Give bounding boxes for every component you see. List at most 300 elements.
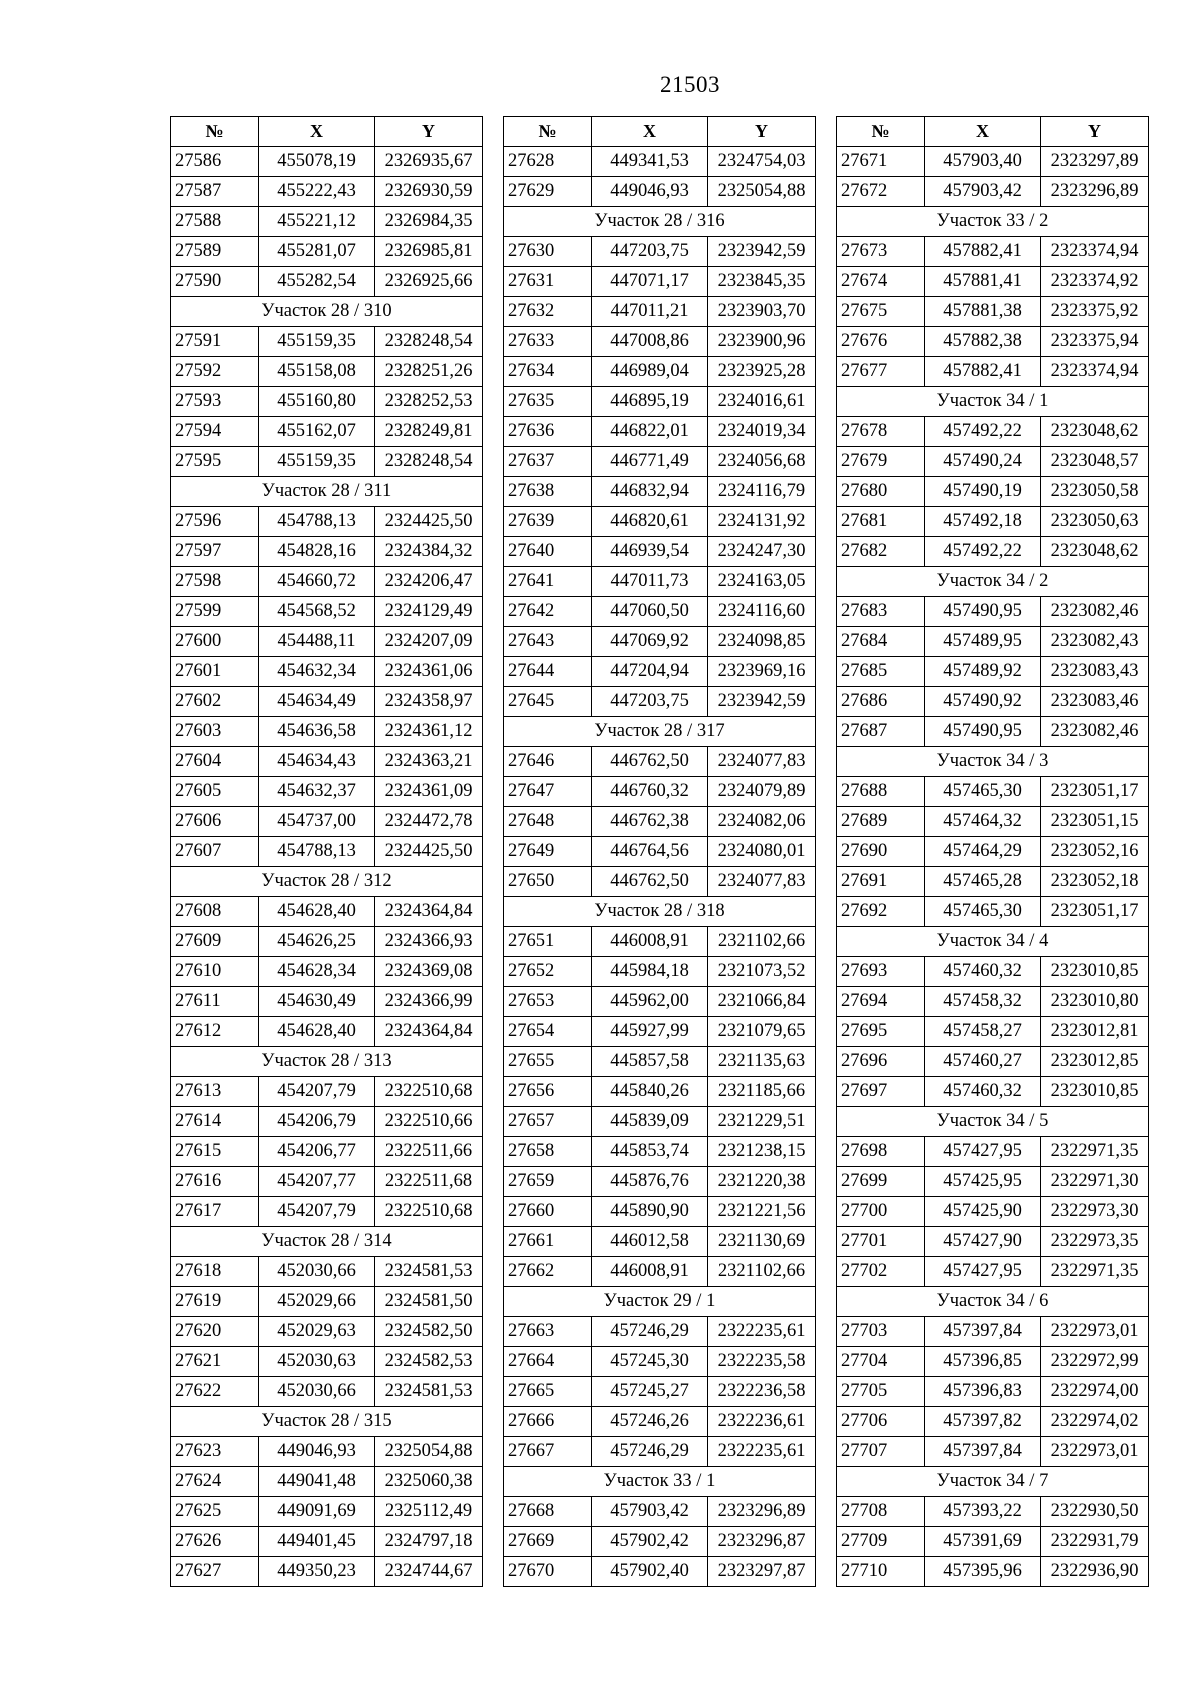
table-row bbox=[837, 687, 1149, 717]
table-row bbox=[171, 387, 483, 417]
y-coordinate: 2323010,85 bbox=[1041, 957, 1149, 987]
coordinate-table-2 bbox=[503, 116, 815, 1587]
table-row bbox=[504, 1557, 816, 1587]
table-row bbox=[504, 447, 816, 477]
table-row bbox=[837, 297, 1149, 327]
section-row bbox=[171, 1047, 483, 1077]
point-number: 27611 bbox=[171, 987, 259, 1017]
x-coordinate: 457397,84 bbox=[925, 1437, 1041, 1467]
x-coordinate: 457465,28 bbox=[925, 867, 1041, 897]
table-row bbox=[504, 357, 816, 387]
y-coordinate: 2322236,61 bbox=[708, 1407, 816, 1437]
y-coordinate: 2324116,60 bbox=[708, 597, 816, 627]
table-row bbox=[171, 537, 483, 567]
table-row bbox=[837, 1317, 1149, 1347]
x-coordinate: 457393,22 bbox=[925, 1497, 1041, 1527]
y-coordinate: 2323296,87 bbox=[708, 1527, 816, 1557]
y-coordinate: 2324056,68 bbox=[708, 447, 816, 477]
point-number: 27655 bbox=[504, 1047, 592, 1077]
table-row bbox=[171, 657, 483, 687]
y-header: Y bbox=[375, 117, 483, 147]
x-coordinate: 446762,38 bbox=[592, 807, 708, 837]
table-row bbox=[171, 207, 483, 237]
point-number: 27681 bbox=[837, 507, 925, 537]
x-coordinate: 457882,41 bbox=[925, 237, 1041, 267]
y-coordinate: 2324358,97 bbox=[375, 687, 483, 717]
table-row bbox=[837, 1257, 1149, 1287]
table-row bbox=[504, 957, 816, 987]
table-row bbox=[171, 1017, 483, 1047]
y-coordinate: 2323082,43 bbox=[1041, 627, 1149, 657]
point-number: 27633 bbox=[504, 327, 592, 357]
point-number: 27657 bbox=[504, 1107, 592, 1137]
y-coordinate: 2321073,52 bbox=[708, 957, 816, 987]
y-coordinate: 2323051,17 bbox=[1041, 897, 1149, 927]
y-coordinate: 2322510,68 bbox=[375, 1197, 483, 1227]
y-coordinate: 2324116,79 bbox=[708, 477, 816, 507]
number-header: № bbox=[837, 117, 925, 147]
x-coordinate: 454626,25 bbox=[259, 927, 375, 957]
point-number: 27601 bbox=[171, 657, 259, 687]
table-row bbox=[171, 927, 483, 957]
table-row bbox=[504, 237, 816, 267]
point-number: 27647 bbox=[504, 777, 592, 807]
section-row bbox=[504, 1287, 816, 1317]
section-title: Участок 28 / 310 bbox=[171, 297, 483, 327]
point-number: 27591 bbox=[171, 327, 259, 357]
x-coordinate: 457490,95 bbox=[925, 717, 1041, 747]
point-number: 27640 bbox=[504, 537, 592, 567]
point-number: 27598 bbox=[171, 567, 259, 597]
y-coordinate: 2322971,35 bbox=[1041, 1137, 1149, 1167]
x-coordinate: 454628,40 bbox=[259, 897, 375, 927]
point-number: 27702 bbox=[837, 1257, 925, 1287]
y-coordinate: 2323083,43 bbox=[1041, 657, 1149, 687]
table-row bbox=[504, 1197, 816, 1227]
y-coordinate: 2322974,00 bbox=[1041, 1377, 1149, 1407]
y-coordinate: 2324019,34 bbox=[708, 417, 816, 447]
x-coordinate: 454788,13 bbox=[259, 507, 375, 537]
section-row bbox=[837, 1287, 1149, 1317]
y-header: Y bbox=[1041, 117, 1149, 147]
x-coordinate: 446939,54 bbox=[592, 537, 708, 567]
table-row bbox=[837, 1137, 1149, 1167]
x-coordinate: 449350,23 bbox=[259, 1557, 375, 1587]
x-coordinate: 445984,18 bbox=[592, 957, 708, 987]
x-coordinate: 446989,04 bbox=[592, 357, 708, 387]
point-number: 27675 bbox=[837, 297, 925, 327]
y-coordinate: 2323050,63 bbox=[1041, 507, 1149, 537]
point-number: 27596 bbox=[171, 507, 259, 537]
point-number: 27673 bbox=[837, 237, 925, 267]
x-coordinate: 457245,27 bbox=[592, 1377, 708, 1407]
section-title: Участок 34 / 7 bbox=[837, 1467, 1149, 1497]
table-row bbox=[171, 717, 483, 747]
table-row bbox=[837, 327, 1149, 357]
table-row bbox=[837, 807, 1149, 837]
point-number: 27650 bbox=[504, 867, 592, 897]
point-number: 27615 bbox=[171, 1137, 259, 1167]
y-coordinate: 2321079,65 bbox=[708, 1017, 816, 1047]
point-number: 27706 bbox=[837, 1407, 925, 1437]
point-number: 27586 bbox=[171, 147, 259, 177]
point-number: 27626 bbox=[171, 1527, 259, 1557]
y-coordinate: 2328248,54 bbox=[375, 447, 483, 477]
table-row bbox=[171, 687, 483, 717]
table-row bbox=[837, 597, 1149, 627]
section-title: Участок 33 / 2 bbox=[837, 207, 1149, 237]
y-coordinate: 2326985,81 bbox=[375, 237, 483, 267]
point-number: 27705 bbox=[837, 1377, 925, 1407]
x-coordinate: 454207,77 bbox=[259, 1167, 375, 1197]
x-coordinate: 457427,95 bbox=[925, 1257, 1041, 1287]
section-row bbox=[837, 1467, 1149, 1497]
section-title: Участок 28 / 313 bbox=[171, 1047, 483, 1077]
table-row bbox=[171, 147, 483, 177]
table-row bbox=[837, 867, 1149, 897]
point-number: 27587 bbox=[171, 177, 259, 207]
point-number: 27635 bbox=[504, 387, 592, 417]
y-coordinate: 2323048,62 bbox=[1041, 417, 1149, 447]
y-coordinate: 2324581,50 bbox=[375, 1287, 483, 1317]
table-row bbox=[171, 627, 483, 657]
point-number: 27696 bbox=[837, 1047, 925, 1077]
table-row bbox=[171, 777, 483, 807]
point-number: 27651 bbox=[504, 927, 592, 957]
x-coordinate: 447204,94 bbox=[592, 657, 708, 687]
x-coordinate: 455162,07 bbox=[259, 417, 375, 447]
x-coordinate: 449091,69 bbox=[259, 1497, 375, 1527]
x-coordinate: 446760,32 bbox=[592, 777, 708, 807]
point-number: 27620 bbox=[171, 1317, 259, 1347]
point-number: 27603 bbox=[171, 717, 259, 747]
point-number: 27646 bbox=[504, 747, 592, 777]
point-number: 27659 bbox=[504, 1167, 592, 1197]
x-coordinate: 457465,30 bbox=[925, 897, 1041, 927]
point-number: 27595 bbox=[171, 447, 259, 477]
x-coordinate: 454660,72 bbox=[259, 567, 375, 597]
point-number: 27625 bbox=[171, 1497, 259, 1527]
x-coordinate: 449046,93 bbox=[259, 1437, 375, 1467]
point-number: 27622 bbox=[171, 1377, 259, 1407]
point-number: 27607 bbox=[171, 837, 259, 867]
x-coordinate: 446771,49 bbox=[592, 447, 708, 477]
point-number: 27628 bbox=[504, 147, 592, 177]
point-number: 27692 bbox=[837, 897, 925, 927]
table-row bbox=[171, 567, 483, 597]
table-row bbox=[837, 1047, 1149, 1077]
y-coordinate: 2323050,58 bbox=[1041, 477, 1149, 507]
table-row bbox=[837, 147, 1149, 177]
x-coordinate: 446762,50 bbox=[592, 747, 708, 777]
table-row bbox=[171, 957, 483, 987]
y-coordinate: 2322973,30 bbox=[1041, 1197, 1149, 1227]
table-row bbox=[171, 1467, 483, 1497]
y-coordinate: 2324361,12 bbox=[375, 717, 483, 747]
point-number: 27589 bbox=[171, 237, 259, 267]
x-coordinate: 454628,34 bbox=[259, 957, 375, 987]
y-coordinate: 2324425,50 bbox=[375, 507, 483, 537]
y-coordinate: 2323052,16 bbox=[1041, 837, 1149, 867]
point-number: 27689 bbox=[837, 807, 925, 837]
table-row bbox=[171, 1197, 483, 1227]
x-coordinate: 457245,30 bbox=[592, 1347, 708, 1377]
y-coordinate: 2323296,89 bbox=[1041, 177, 1149, 207]
section-title: Участок 34 / 2 bbox=[837, 567, 1149, 597]
x-coordinate: 457460,27 bbox=[925, 1047, 1041, 1077]
x-coordinate: 454630,49 bbox=[259, 987, 375, 1017]
point-number: 27658 bbox=[504, 1137, 592, 1167]
x-coordinate: 454568,52 bbox=[259, 597, 375, 627]
table-row bbox=[837, 357, 1149, 387]
point-number: 27677 bbox=[837, 357, 925, 387]
x-coordinate: 446012,58 bbox=[592, 1227, 708, 1257]
point-number: 27619 bbox=[171, 1287, 259, 1317]
y-coordinate: 2322972,99 bbox=[1041, 1347, 1149, 1377]
point-number: 27627 bbox=[171, 1557, 259, 1587]
y-coordinate: 2321185,66 bbox=[708, 1077, 816, 1107]
y-header: Y bbox=[708, 117, 816, 147]
point-number: 27637 bbox=[504, 447, 592, 477]
table-row bbox=[504, 927, 816, 957]
table-row bbox=[171, 357, 483, 387]
coordinate-table bbox=[503, 116, 816, 1587]
table-row bbox=[504, 747, 816, 777]
point-number: 27690 bbox=[837, 837, 925, 867]
point-number: 27654 bbox=[504, 1017, 592, 1047]
point-number: 27670 bbox=[504, 1557, 592, 1587]
y-coordinate: 2323942,59 bbox=[708, 237, 816, 267]
point-number: 27664 bbox=[504, 1347, 592, 1377]
table-row bbox=[837, 477, 1149, 507]
point-number: 27708 bbox=[837, 1497, 925, 1527]
x-coordinate: 447069,92 bbox=[592, 627, 708, 657]
point-number: 27653 bbox=[504, 987, 592, 1017]
table-row bbox=[504, 267, 816, 297]
x-coordinate: 457460,32 bbox=[925, 957, 1041, 987]
table-row bbox=[504, 177, 816, 207]
point-number: 27697 bbox=[837, 1077, 925, 1107]
y-coordinate: 2326984,35 bbox=[375, 207, 483, 237]
table-row bbox=[171, 1437, 483, 1467]
y-coordinate: 2324077,83 bbox=[708, 747, 816, 777]
x-coordinate: 454788,13 bbox=[259, 837, 375, 867]
section-row bbox=[837, 567, 1149, 597]
y-coordinate: 2324131,92 bbox=[708, 507, 816, 537]
x-coordinate: 457490,19 bbox=[925, 477, 1041, 507]
point-number: 27604 bbox=[171, 747, 259, 777]
x-coordinate: 454634,43 bbox=[259, 747, 375, 777]
x-coordinate: 457425,90 bbox=[925, 1197, 1041, 1227]
point-number: 27709 bbox=[837, 1527, 925, 1557]
x-coordinate: 454636,58 bbox=[259, 717, 375, 747]
x-coordinate: 445840,26 bbox=[592, 1077, 708, 1107]
x-coordinate: 457492,22 bbox=[925, 417, 1041, 447]
coordinate-table-1 bbox=[170, 116, 482, 1587]
point-number: 27700 bbox=[837, 1197, 925, 1227]
y-coordinate: 2324754,03 bbox=[708, 147, 816, 177]
x-coordinate: 445853,74 bbox=[592, 1137, 708, 1167]
y-coordinate: 2322235,61 bbox=[708, 1317, 816, 1347]
x-coordinate: 455158,08 bbox=[259, 357, 375, 387]
table-row bbox=[837, 1377, 1149, 1407]
y-coordinate: 2322235,58 bbox=[708, 1347, 816, 1377]
x-coordinate: 454634,49 bbox=[259, 687, 375, 717]
point-number: 27600 bbox=[171, 627, 259, 657]
point-number: 27676 bbox=[837, 327, 925, 357]
point-number: 27701 bbox=[837, 1227, 925, 1257]
x-coordinate: 455159,35 bbox=[259, 447, 375, 477]
x-coordinate: 449401,45 bbox=[259, 1527, 375, 1557]
x-coordinate: 457246,29 bbox=[592, 1437, 708, 1467]
y-coordinate: 2324582,53 bbox=[375, 1347, 483, 1377]
x-coordinate: 445927,99 bbox=[592, 1017, 708, 1047]
section-title: Участок 34 / 4 bbox=[837, 927, 1149, 957]
table-row bbox=[504, 627, 816, 657]
table-row bbox=[171, 807, 483, 837]
y-coordinate: 2323903,70 bbox=[708, 297, 816, 327]
section-title: Участок 28 / 315 bbox=[171, 1407, 483, 1437]
y-coordinate: 2321238,15 bbox=[708, 1137, 816, 1167]
x-coordinate: 446895,19 bbox=[592, 387, 708, 417]
x-coordinate: 454206,77 bbox=[259, 1137, 375, 1167]
point-number: 27638 bbox=[504, 477, 592, 507]
x-coordinate: 457490,95 bbox=[925, 597, 1041, 627]
table-row bbox=[171, 987, 483, 1017]
point-number: 27613 bbox=[171, 1077, 259, 1107]
table-row bbox=[171, 237, 483, 267]
x-coordinate: 457425,95 bbox=[925, 1167, 1041, 1197]
y-coordinate: 2323082,46 bbox=[1041, 597, 1149, 627]
table-row bbox=[171, 1527, 483, 1557]
y-coordinate: 2323845,35 bbox=[708, 267, 816, 297]
table-row bbox=[504, 297, 816, 327]
point-number: 27656 bbox=[504, 1077, 592, 1107]
x-coordinate: 454628,40 bbox=[259, 1017, 375, 1047]
y-coordinate: 2324364,84 bbox=[375, 1017, 483, 1047]
table-row bbox=[504, 837, 816, 867]
x-coordinate: 454828,16 bbox=[259, 537, 375, 567]
section-title: Участок 28 / 312 bbox=[171, 867, 483, 897]
x-coordinate: 457397,84 bbox=[925, 1317, 1041, 1347]
x-coordinate: 457458,27 bbox=[925, 1017, 1041, 1047]
y-coordinate: 2324363,21 bbox=[375, 747, 483, 777]
table-row bbox=[171, 837, 483, 867]
point-number: 27590 bbox=[171, 267, 259, 297]
point-number: 27629 bbox=[504, 177, 592, 207]
table-row bbox=[837, 1347, 1149, 1377]
y-coordinate: 2324366,93 bbox=[375, 927, 483, 957]
point-number: 27679 bbox=[837, 447, 925, 477]
x-coordinate: 445876,76 bbox=[592, 1167, 708, 1197]
table-row bbox=[837, 657, 1149, 687]
x-coordinate: 457903,40 bbox=[925, 147, 1041, 177]
point-number: 27602 bbox=[171, 687, 259, 717]
y-coordinate: 2323925,28 bbox=[708, 357, 816, 387]
point-number: 27645 bbox=[504, 687, 592, 717]
y-coordinate: 2324361,09 bbox=[375, 777, 483, 807]
x-coordinate: 457465,30 bbox=[925, 777, 1041, 807]
x-coordinate: 447060,50 bbox=[592, 597, 708, 627]
point-number: 27671 bbox=[837, 147, 925, 177]
header-row bbox=[171, 117, 483, 147]
x-coordinate: 452030,66 bbox=[259, 1377, 375, 1407]
y-coordinate: 2324425,50 bbox=[375, 837, 483, 867]
table-row bbox=[504, 567, 816, 597]
x-coordinate: 454632,34 bbox=[259, 657, 375, 687]
table-row bbox=[504, 417, 816, 447]
x-coordinate: 447008,86 bbox=[592, 327, 708, 357]
section-row bbox=[504, 207, 816, 237]
point-number: 27667 bbox=[504, 1437, 592, 1467]
y-coordinate: 2322236,58 bbox=[708, 1377, 816, 1407]
x-coordinate: 455159,35 bbox=[259, 327, 375, 357]
table-row bbox=[504, 777, 816, 807]
point-number: 27618 bbox=[171, 1257, 259, 1287]
x-coordinate: 457490,24 bbox=[925, 447, 1041, 477]
x-coordinate: 454737,00 bbox=[259, 807, 375, 837]
y-coordinate: 2323052,18 bbox=[1041, 867, 1149, 897]
point-number: 27609 bbox=[171, 927, 259, 957]
section-title: Участок 34 / 1 bbox=[837, 387, 1149, 417]
x-coordinate: 445857,58 bbox=[592, 1047, 708, 1077]
table-row bbox=[837, 1167, 1149, 1197]
y-coordinate: 2328249,81 bbox=[375, 417, 483, 447]
y-coordinate: 2322973,01 bbox=[1041, 1317, 1149, 1347]
section-title: Участок 34 / 3 bbox=[837, 747, 1149, 777]
table-row bbox=[837, 1437, 1149, 1467]
x-coordinate: 457458,32 bbox=[925, 987, 1041, 1017]
x-coordinate: 457391,69 bbox=[925, 1527, 1041, 1557]
y-coordinate: 2326935,67 bbox=[375, 147, 483, 177]
point-number: 27688 bbox=[837, 777, 925, 807]
x-coordinate: 457396,83 bbox=[925, 1377, 1041, 1407]
point-number: 27643 bbox=[504, 627, 592, 657]
coordinate-table bbox=[836, 116, 1149, 1587]
y-coordinate: 2323051,15 bbox=[1041, 807, 1149, 837]
y-coordinate: 2328248,54 bbox=[375, 327, 483, 357]
x-coordinate: 457246,29 bbox=[592, 1317, 708, 1347]
table-row bbox=[504, 537, 816, 567]
y-coordinate: 2322971,35 bbox=[1041, 1257, 1149, 1287]
y-coordinate: 2324744,67 bbox=[375, 1557, 483, 1587]
y-coordinate: 2323374,92 bbox=[1041, 267, 1149, 297]
x-coordinate: 445962,00 bbox=[592, 987, 708, 1017]
x-header: X bbox=[592, 117, 708, 147]
point-number: 27648 bbox=[504, 807, 592, 837]
point-number: 27652 bbox=[504, 957, 592, 987]
y-coordinate: 2324384,32 bbox=[375, 537, 483, 567]
y-coordinate: 2323010,80 bbox=[1041, 987, 1149, 1017]
point-number: 27644 bbox=[504, 657, 592, 687]
point-number: 27614 bbox=[171, 1107, 259, 1137]
point-number: 27642 bbox=[504, 597, 592, 627]
y-coordinate: 2328251,26 bbox=[375, 357, 483, 387]
y-coordinate: 2321102,66 bbox=[708, 1257, 816, 1287]
table-row bbox=[504, 1077, 816, 1107]
y-coordinate: 2325112,49 bbox=[375, 1497, 483, 1527]
section-row bbox=[504, 1467, 816, 1497]
page-number: 21503 bbox=[660, 72, 720, 97]
section-title: Участок 28 / 316 bbox=[504, 207, 816, 237]
x-coordinate: 445890,90 bbox=[592, 1197, 708, 1227]
section-row bbox=[837, 207, 1149, 237]
point-number: 27698 bbox=[837, 1137, 925, 1167]
y-coordinate: 2324581,53 bbox=[375, 1257, 483, 1287]
y-coordinate: 2324080,01 bbox=[708, 837, 816, 867]
x-coordinate: 457902,40 bbox=[592, 1557, 708, 1587]
table-row bbox=[504, 987, 816, 1017]
